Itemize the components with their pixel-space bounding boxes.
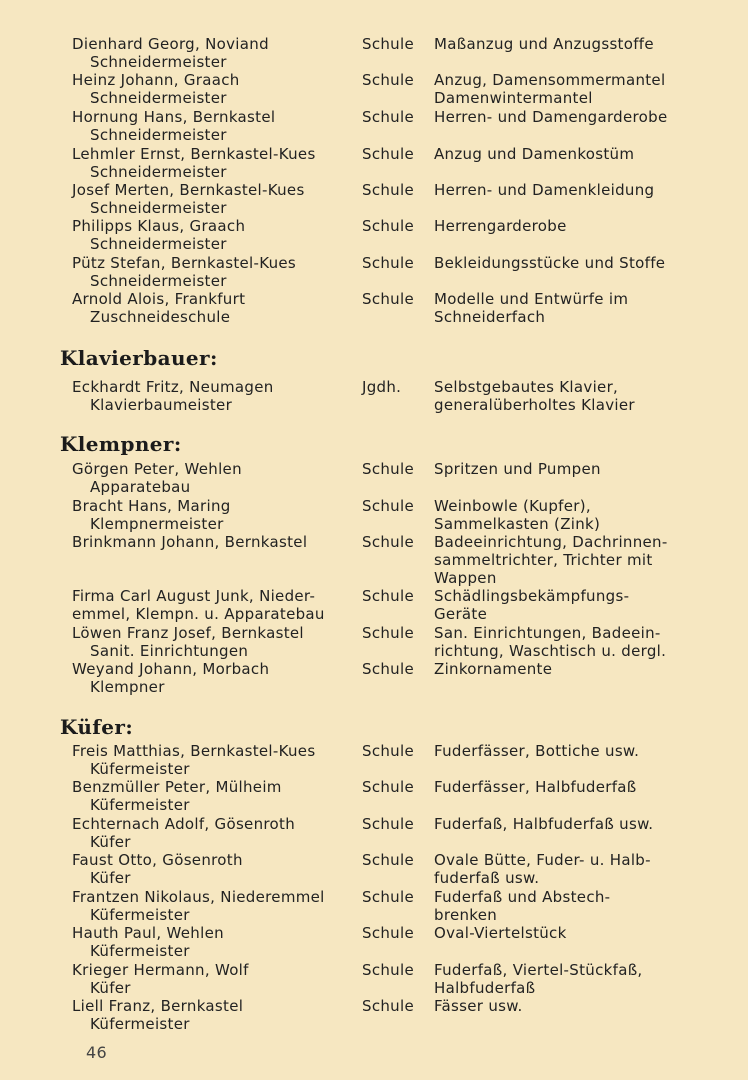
exhibit-item: Fässer usw.: [434, 997, 523, 1015]
exhibit-location: Schule: [362, 254, 414, 272]
list-item: [72, 71, 732, 107]
exhibit-location: Schule: [362, 961, 414, 979]
exhibitor-name: Liell Franz, Bernkastel: [72, 997, 244, 1015]
section-heading: Klavierbauer:: [60, 346, 218, 370]
exhibit-location: Schule: [362, 290, 414, 308]
exhibitor-name: Echternach Adolf, Gösenroth: [72, 815, 295, 833]
list-item: [72, 815, 732, 851]
exhibitor-role: Schneidermeister: [90, 126, 227, 144]
exhibitor-role: Küfer: [90, 979, 131, 997]
exhibitor-role: Küfermeister: [90, 760, 190, 778]
exhibit-location: Schule: [362, 145, 414, 163]
list-item: [72, 378, 732, 414]
list-item: [72, 497, 732, 533]
exhibit-location: Schule: [362, 778, 414, 796]
exhibitor-role: Küfermeister: [90, 906, 190, 924]
exhibit-location: Schule: [362, 181, 414, 199]
exhibit-item: Badeeinrichtung, Dachrinnen- sammeltrichter, Trichter mit Wappen: [434, 533, 668, 587]
exhibit-item: Weinbowle (Kupfer), Sammelkasten (Zink): [434, 497, 601, 533]
list-item: [72, 290, 732, 326]
exhibitor-role: Schneidermeister: [90, 89, 227, 107]
exhibitor-role: Küfer: [90, 869, 131, 887]
exhibit-item: Selbstgebautes Klavier, generalüberholtes Klavier: [434, 378, 635, 414]
exhibitor-role: Küfer: [90, 833, 131, 851]
exhibit-item: San. Einrichtungen, Badeein- richtung, Waschtisch u. dergl.: [434, 624, 667, 660]
exhibit-location: Schule: [362, 217, 414, 235]
exhibitor-role: Schneidermeister: [90, 235, 227, 253]
exhibitor-role: Apparatebau: [90, 478, 191, 496]
exhibitor-role: Küfermeister: [90, 1015, 190, 1033]
exhibitor-name: Pütz Stefan, Bernkastel-Kues: [72, 254, 297, 272]
exhibit-item: Zinkornamente: [434, 660, 553, 678]
exhibit-item: Modelle und Entwürfe im Schneiderfach: [434, 290, 629, 326]
exhibitor-name: Benzmüller Peter, Mülheim: [72, 778, 282, 796]
exhibit-item: Fuderfässer, Halbfuderfaß: [434, 778, 637, 796]
exhibit-item: Bekleidungsstücke und Stoffe: [434, 254, 666, 272]
exhibit-location: Schule: [362, 108, 414, 126]
exhibitor-role: Schneidermeister: [90, 163, 227, 181]
exhibit-location: Schule: [362, 624, 414, 642]
list-item: [72, 888, 732, 924]
exhibitor-name: Hauth Paul, Wehlen: [72, 924, 224, 942]
exhibit-item: Herrengarderobe: [434, 217, 567, 235]
exhibitor-name: Eckhardt Fritz, Neumagen: [72, 378, 274, 396]
exhibit-item: Spritzen und Pumpen: [434, 460, 601, 478]
exhibit-location: Schule: [362, 851, 414, 869]
list-item: [72, 851, 732, 887]
exhibit-location: Schule: [362, 924, 414, 942]
list-item: [72, 533, 732, 587]
exhibitor-name: Firma Carl August Junk, Nieder-: [72, 587, 316, 605]
list-item: [72, 35, 732, 71]
exhibitor-name: Faust Otto, Gösenroth: [72, 851, 243, 869]
list-item: [72, 587, 732, 623]
exhibitor-role: Klavierbaumeister: [90, 396, 233, 414]
exhibit-item: Fuderfässer, Bottiche usw.: [434, 742, 640, 760]
list-item: [72, 254, 732, 290]
list-item: [72, 145, 732, 181]
exhibitor-name: Josef Merten, Bernkastel-Kues: [72, 181, 305, 199]
exhibit-location: Schule: [362, 742, 414, 760]
exhibitor-role: Klempner: [90, 678, 165, 696]
section-heading: Klempner:: [60, 432, 182, 456]
exhibit-item: Anzug, Damensommermantel Damenwintermantel: [434, 71, 666, 107]
exhibit-item: Fuderfaß und Abstech- brenken: [434, 888, 611, 924]
exhibitor-role: Sanit. Einrichtungen: [90, 642, 249, 660]
exhibitor-name: Freis Matthias, Bernkastel-Kues: [72, 742, 316, 760]
list-item: [72, 460, 732, 496]
exhibitor-name: Bracht Hans, Maring: [72, 497, 231, 515]
exhibit-item: Anzug und Damenkostüm: [434, 145, 635, 163]
exhibitor-name: Hornung Hans, Bernkastel: [72, 108, 276, 126]
exhibit-location: Schule: [362, 660, 414, 678]
list-item: [72, 961, 732, 997]
exhibitor-role: Schneidermeister: [90, 199, 227, 217]
exhibitor-name: Löwen Franz Josef, Bernkastel: [72, 624, 304, 642]
exhibitor-name: Weyand Johann, Morbach: [72, 660, 270, 678]
exhibitor-name: Lehmler Ernst, Bernkastel-Kues: [72, 145, 316, 163]
section-heading: Küfer:: [60, 715, 134, 739]
exhibitor-role: Schneidermeister: [90, 53, 227, 71]
list-item: [72, 217, 732, 253]
exhibit-location: Schule: [362, 997, 414, 1015]
exhibit-location: Schule: [362, 888, 414, 906]
exhibitor-role: Zuschneideschule: [90, 308, 231, 326]
list-item: [72, 924, 732, 960]
exhibit-item: Schädlingsbekämpfungs- Geräte: [434, 587, 630, 623]
exhibitor-role: Küfermeister: [90, 942, 190, 960]
list-item: [72, 778, 732, 814]
list-item: [72, 997, 732, 1033]
exhibitor-name: Frantzen Nikolaus, Niederemmel: [72, 888, 325, 906]
exhibit-item: Ovale Bütte, Fuder- u. Halb- fuderfaß usw.: [434, 851, 651, 887]
exhibit-location: Jgdh.: [362, 378, 402, 396]
exhibitor-name: Görgen Peter, Wehlen: [72, 460, 242, 478]
exhibit-item: Fuderfaß, Halbfuderfaß usw.: [434, 815, 654, 833]
exhibit-item: Fuderfaß, Viertel-Stückfaß, Halbfuderfaß: [434, 961, 643, 997]
exhibitor-name: Heinz Johann, Graach: [72, 71, 240, 89]
exhibitor-role: Klempnermeister: [90, 515, 224, 533]
exhibit-location: Schule: [362, 35, 414, 53]
exhibit-location: Schule: [362, 533, 414, 551]
list-item: [72, 660, 732, 696]
exhibitor-name: Arnold Alois, Frankfurt: [72, 290, 246, 308]
exhibit-item: Maßanzug und Anzugsstoffe: [434, 35, 654, 53]
exhibitor-name: Dienhard Georg, Noviand: [72, 35, 269, 53]
exhibit-location: Schule: [362, 815, 414, 833]
exhibit-item: Oval-Viertelstück: [434, 924, 567, 942]
list-item: [72, 181, 732, 217]
exhibitor-role: Küfermeister: [90, 796, 190, 814]
exhibit-item: Herren- und Damenkleidung: [434, 181, 655, 199]
list-item: [72, 742, 732, 778]
exhibitor-role: emmel, Klempn. u. Apparatebau: [72, 605, 325, 623]
list-item: [72, 108, 732, 144]
exhibit-location: Schule: [362, 71, 414, 89]
exhibit-location: Schule: [362, 587, 414, 605]
exhibitor-name: Krieger Hermann, Wolf: [72, 961, 249, 979]
exhibit-location: Schule: [362, 497, 414, 515]
exhibitor-role: Schneidermeister: [90, 272, 227, 290]
exhibit-item: Herren- und Damengarderobe: [434, 108, 668, 126]
page-number: 46: [86, 1043, 107, 1062]
exhibitor-name: Philipps Klaus, Graach: [72, 217, 246, 235]
exhibit-location: Schule: [362, 460, 414, 478]
exhibitor-name: Brinkmann Johann, Bernkastel: [72, 533, 308, 551]
list-item: [72, 624, 732, 660]
